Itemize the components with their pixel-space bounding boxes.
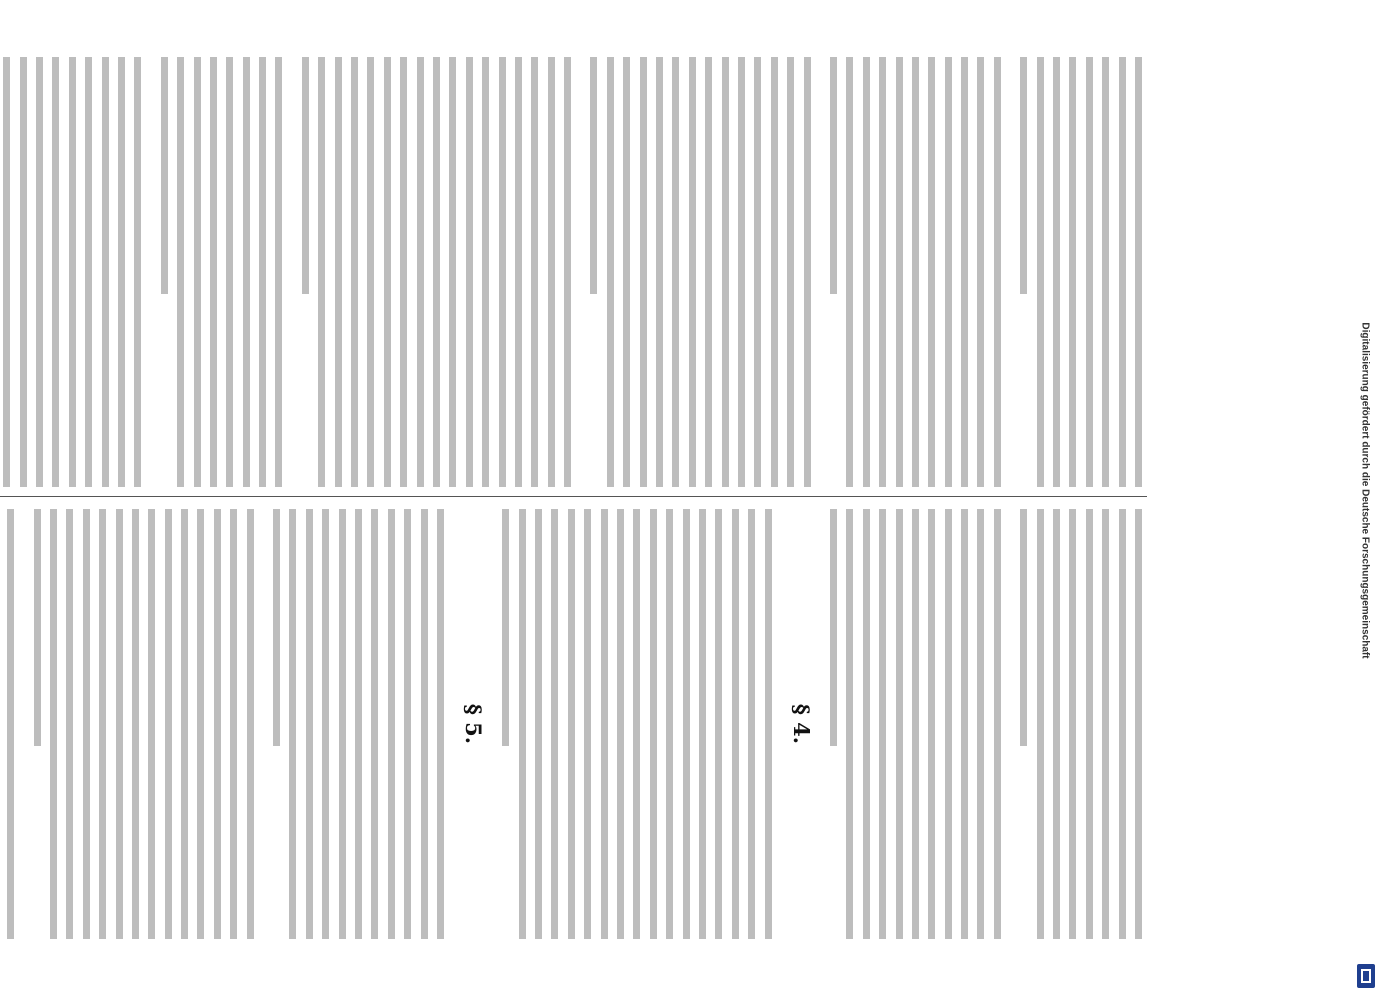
text-placeholder <box>826 509 1006 939</box>
column-divider <box>0 496 1147 497</box>
paragraph <box>826 57 1006 487</box>
document-page <box>0 35 1205 955</box>
text-placeholder <box>826 57 1006 487</box>
text-placeholder <box>0 509 19 939</box>
paragraph <box>586 57 815 487</box>
text-placeholder <box>586 57 815 487</box>
left-column <box>0 57 1147 487</box>
text-placeholder <box>269 509 449 939</box>
text-placeholder <box>0 57 146 487</box>
paragraph <box>297 57 576 487</box>
right-column <box>0 509 1147 939</box>
paragraph <box>498 509 777 939</box>
paragraph <box>0 57 146 487</box>
text-placeholder <box>498 509 777 939</box>
text-placeholder <box>1016 57 1147 487</box>
text-placeholder <box>156 57 287 487</box>
text-placeholder <box>1016 509 1147 939</box>
section-heading: § 5. <box>460 703 486 745</box>
dfg-logo <box>1357 964 1375 988</box>
paragraph <box>826 509 1006 939</box>
paragraph <box>0 509 19 939</box>
paragraph <box>1016 57 1147 487</box>
paragraph <box>269 509 449 939</box>
text-placeholder <box>297 57 576 487</box>
paragraph <box>1016 509 1147 939</box>
paragraph <box>29 509 258 939</box>
paragraph <box>156 57 287 487</box>
section-heading: § 4. <box>788 703 814 745</box>
text-placeholder <box>29 509 258 939</box>
digitization-note-text: Digitalisierung gefördert durch die Deutsche Forschungsgemeinschaft <box>1359 321 1371 659</box>
digitization-note <box>1356 40 1374 940</box>
page-header <box>1159 57 1193 937</box>
